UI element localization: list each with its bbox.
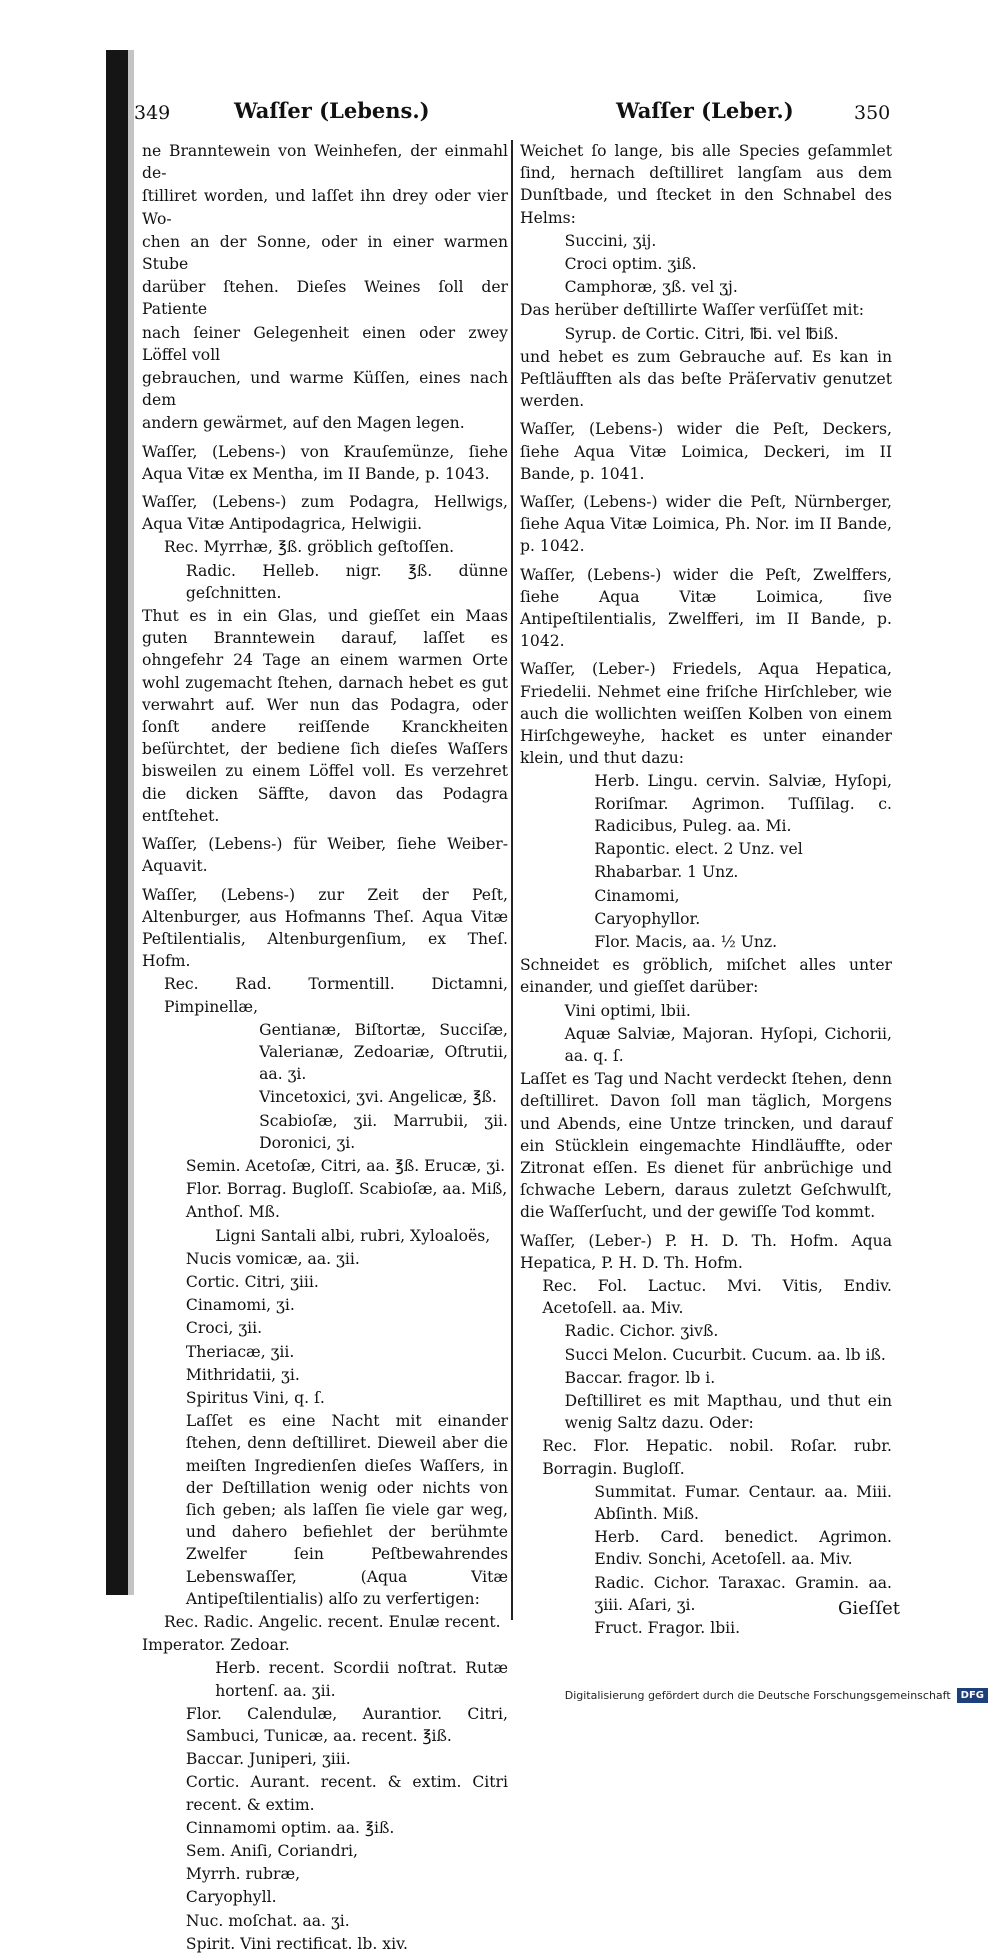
dfg-logo: DFG: [957, 1688, 988, 1703]
text-line: Nucis vomicæ, aa. ʒii.: [185, 1249, 360, 1268]
text-line: Waſſer, (Lebens-) zum Podagra, Hellwigs, Aqua Vitæ Antipodagrica, Helwigii.: [142, 493, 508, 534]
text-line: Flor. Calendulæ, Aurantior. Citri, Sambuci, Tunicæ, aa. recent. ℥iß.: [185, 1704, 508, 1746]
book-spine-edge: [128, 50, 134, 1595]
text-line: Spirit. Vini rectificat. lb. xiv.: [185, 1934, 409, 1953]
text-line: und hebet es zum Gebrauche auf. Es kan in Peſtläufften als das beſte Präſervativ genutzet werden.: [520, 347, 892, 411]
catchword: Gieſſet: [838, 1598, 900, 1619]
text-line: Anthoſ. Mß.: [185, 1203, 280, 1222]
footer-text: Digitalisierung gefördert durch die Deutsche Forschungsgemeinschaft: [564, 1689, 951, 1702]
text-line: Sem. Aniſi, Coriandri,: [185, 1842, 358, 1861]
text-line: Vini optimi, lbii.: [564, 1001, 691, 1020]
text-line: Flor. Borrag. Bugloſſ. Scabioſæ, aa. Miß,: [185, 1180, 508, 1199]
text-line: Laſſet es eine Nacht mit einander ſtehen, denn deſtilliret. Dieweil aber die meiſten Ingredienſen dieſes Waſſers, in der Deſtillation wenig oder nichts von ſich geben; als laſſen ſie viele gar weg, und dahero befiehlet der berühmte Zwelfer ſein Peſtbewahrendes Lebenswaſſer, (Aqua Vitæ Antipeſtilentialis) alſo zu verfertigen:: [185, 1412, 508, 1608]
text-line: Cortic. Citri, ʒiii.: [185, 1272, 319, 1291]
text-line: Baccar. Juniperi, ʒiii.: [185, 1750, 351, 1769]
text-line: Radic. Cichor. Taraxac. Gramin. aa. ʒiii. Aſari, ʒi.: [594, 1573, 892, 1614]
text-line: Rec. Flor. Hepatic. nobil. Roſar. rubr. Borragin. Bugloſſ.: [542, 1437, 892, 1478]
column-divider: [511, 140, 513, 1620]
text-line: Succi Melon. Cucurbit. Cucum. aa. lb iß.: [564, 1345, 886, 1364]
text-line: Mithridatii, ʒi.: [185, 1365, 300, 1384]
text-line: Deſtilliret es mit Mapthau, und thut ein wenig Saltz dazu. Oder:: [564, 1391, 892, 1433]
left-page-number: 349: [134, 102, 171, 124]
text-line: Camphoræ, ʒß. vel ʒj.: [564, 278, 738, 297]
text-line: Schneidet es gröblich, miſchet alles unter einander, und gieſſet darüber:: [520, 956, 892, 997]
text-line: Rapontic. elect. 2 Unz. vel: [594, 840, 803, 859]
text-line: Cinnamomi optim. aa. ℥iß.: [185, 1818, 395, 1837]
text-line: Baccar. fragor. lb i.: [564, 1368, 716, 1387]
text-line: Waſſer, (Lebens-) für Weiber, ſiehe Weiber-Aquavit.: [142, 835, 508, 876]
text-line: Croci optim. ʒiß.: [564, 255, 697, 274]
text-line: Waſſer, (Lebens-) von Krauſemünze, ſiehe Aqua Vitæ ex Mentha, im II Bande, p. 1043.: [142, 442, 508, 483]
text-line: Herb. Lingu. cervin. Salviæ, Hyſopi, Roriſmar. Agrimon. Tuſſilag. c. Radicibus, Puleg. aa. Mi.: [594, 772, 892, 835]
text-line: Scabioſæ, ʒii. Marrubii, ʒii. Doronici, ʒi.: [259, 1111, 508, 1152]
right-running-header: Waſſer (Leber.): [616, 98, 794, 123]
text-line: Cinamomi,: [594, 886, 680, 905]
text-line: Das herüber deſtillirte Waſſer verſüſſet mit:: [520, 301, 864, 320]
text-line: Laſſet es Tag und Nacht verdeckt ſtehen, denn deſtilliret. Davon ſoll man täglich, Morgens und Abends, eine Untze trincken, und darauf ein Stücklein eingemachte Hindläuffte, oder Zitronat eſſen. Es dienet für anbrüchige und ſchwache Lebern, daraus zuletzt Geſchwulſt, die Waſſerſucht, und der gewiſſe Tod kommt.: [520, 1070, 892, 1222]
text-line: Rec. Fol. Lactuc. Mvi. Vitis, Endiv. Acetoſell. aa. Miv.: [542, 1276, 892, 1318]
text-line: Thut es in ein Glas, und gieſſet ein Maas guten Branntewein darauf, laſſet es ohngefehr 24 Tage an einem warmen Orte wohl zugemacht ſtehen, darnach hebet es gut verwahrt auf. Wer nun das Podagra, oder ſonſt andere reiſſende Kranckheiten beſürchtet, der bediene ſich dieſes Waſſers bisweilen zu einem Löffel voll. Es verzehret die dicken Säffte, davon das Podagra entſtehet.: [142, 607, 508, 825]
book-spine-shadow: [106, 50, 128, 1595]
text-line: Waſſer, (Leber-) P. H. D. Th. Hofm. Aqua Hepatica, P. H. D. Th. Hofm.: [520, 1231, 892, 1272]
text-line: ne Branntewein von Weinhefen, der einmahl de-: [142, 142, 508, 183]
text-line: Croci, ʒii.: [185, 1319, 263, 1338]
text-line: Rec. Radic. Angelic. recent. Enulæ recent.: [163, 1613, 501, 1631]
text-line: Fruct. Fragor. lbii.: [594, 1619, 741, 1637]
text-line: darüber ſtehen. Dieſes Weines ſoll der Patiente: [142, 278, 508, 319]
text-line: ſtilliret worden, und laſſet ihn drey oder vier Wo-: [142, 187, 508, 228]
left-running-header: Waſſer (Lebens.): [234, 98, 430, 123]
text-line: Weichet ſo lange, bis alle Species geſammlet ſind, hernach deſtilliret langſam aus dem Dunſtbade, und ſtecket in den Schnabel des Helms:: [520, 142, 892, 227]
text-line: Caryophyll.: [185, 1888, 277, 1907]
text-line: Waſſer, (Lebens-) wider die Peſt, Nürnberger, ſiehe Aqua Vitæ Loimica, Ph. Nor. im II Bande, p. 1042.: [520, 493, 892, 556]
text-line: chen an der Sonne, oder in einer warmen Stube: [142, 232, 508, 274]
text-line: Rec. Rad. Tormentill. Dictamni, Pimpinellæ,: [163, 975, 508, 1016]
text-line: Radic. Helleb. nigr. ℥ß. dünne geſchnitten.: [185, 561, 508, 602]
text-line: Waſſer, (Lebens-) wider die Peſt, Zwelffers, ſiehe Aqua Vitæ Loimica, ſive Antipeſtilentialis, Zwelfferi, im II Bande, p. 1042.: [520, 565, 892, 651]
text-line: Nuc. moſchat. aa. ʒi.: [185, 1911, 350, 1930]
text-line: Spiritus Vini, q. ſ.: [185, 1388, 325, 1407]
text-line: Succini, ʒij.: [564, 231, 657, 250]
text-line: gebrauchen, und warme Küſſen, eines nach dem: [142, 369, 508, 410]
left-text-column: [142, 140, 508, 1956]
text-line: Herb. Card. benedict. Agrimon. Endiv. Sonchi, Acetoſell. aa. Miv.: [594, 1528, 892, 1569]
text-line: Flor. Macis, aa. ½ Unz.: [594, 932, 778, 951]
text-line: Rhabarbar. 1 Unz.: [594, 863, 739, 882]
text-line: Syrup. de Cortic. Citri, ℔i. vel ℔iß.: [564, 324, 839, 343]
text-line: Radic. Cichor. ʒivß.: [564, 1322, 719, 1341]
right-page-number: 350: [854, 102, 891, 124]
right-text-column: [520, 140, 892, 1640]
text-line: Theriacæ, ʒii.: [185, 1342, 295, 1361]
text-line: Vincetoxici, ʒvi. Angelicæ, ℥ß.: [259, 1088, 497, 1107]
text-line: Caryophyllor.: [594, 909, 701, 928]
text-line: Cinamomi, ʒi.: [185, 1296, 295, 1315]
text-line: Waſſer, (Lebens-) wider die Peſt, Deckers, ſiehe Aqua Vitæ Loimica, Deckeri, im II Bande, p. 1041.: [520, 420, 892, 483]
text-line: Imperator. Zedoar.: [142, 1636, 290, 1655]
text-line: andern gewärmet, auf den Magen legen.: [142, 414, 465, 433]
text-line: Herb. recent. Scordii noſtrat. Rutæ hortenſ. aa. ʒii.: [215, 1659, 508, 1700]
text-line: Cortic. Aurant. recent. & extim. Citri recent. & extim.: [185, 1773, 508, 1814]
text-line: Gentianæ, Biſtortæ, Succiſæ, Valerianæ, Zedoariæ, Oſtrutii, aa. ʒi.: [259, 1020, 508, 1084]
text-line: Summitat. Fumar. Centaur. aa. Miii. Abſinth. Miß.: [594, 1482, 892, 1523]
text-line: Ligni Santali albi, rubri, Xyloaloës,: [215, 1226, 491, 1245]
text-line: Rec. Myrrhæ, ℥ß. gröblich geſtoſſen.: [163, 538, 455, 557]
text-line: nach ſeiner Gelegenheit einen oder zwey Löffel voll: [142, 323, 508, 364]
digitization-credit: [565, 1688, 988, 1703]
text-line: Aquæ Salviæ, Majoran. Hyſopi, Cichorii, aa. q. ſ.: [564, 1024, 892, 1065]
text-line: Semin. Acetoſæ, Citri, aa. ℥ß. Erucæ, ʒi.: [185, 1156, 506, 1175]
text-line: Waſſer, (Leber-) Friedels, Aqua Hepatica, Friedelii. Nehmet eine friſche Hirſchleber, wie auch die wollichten weiſſen Kolben von einem Hirſchgeweyhe, hacket es unter einander klein, und thut dazu:: [520, 660, 892, 768]
text-line: Myrrh. rubræ,: [185, 1865, 301, 1884]
text-line: Waſſer, (Lebens-) zur Zeit der Peſt, Altenburger, aus Hofmanns Theſ. Aqua Vitæ Peſtilentialis, Altenburgenſium, ex Theſ. Hofm.: [142, 885, 508, 971]
